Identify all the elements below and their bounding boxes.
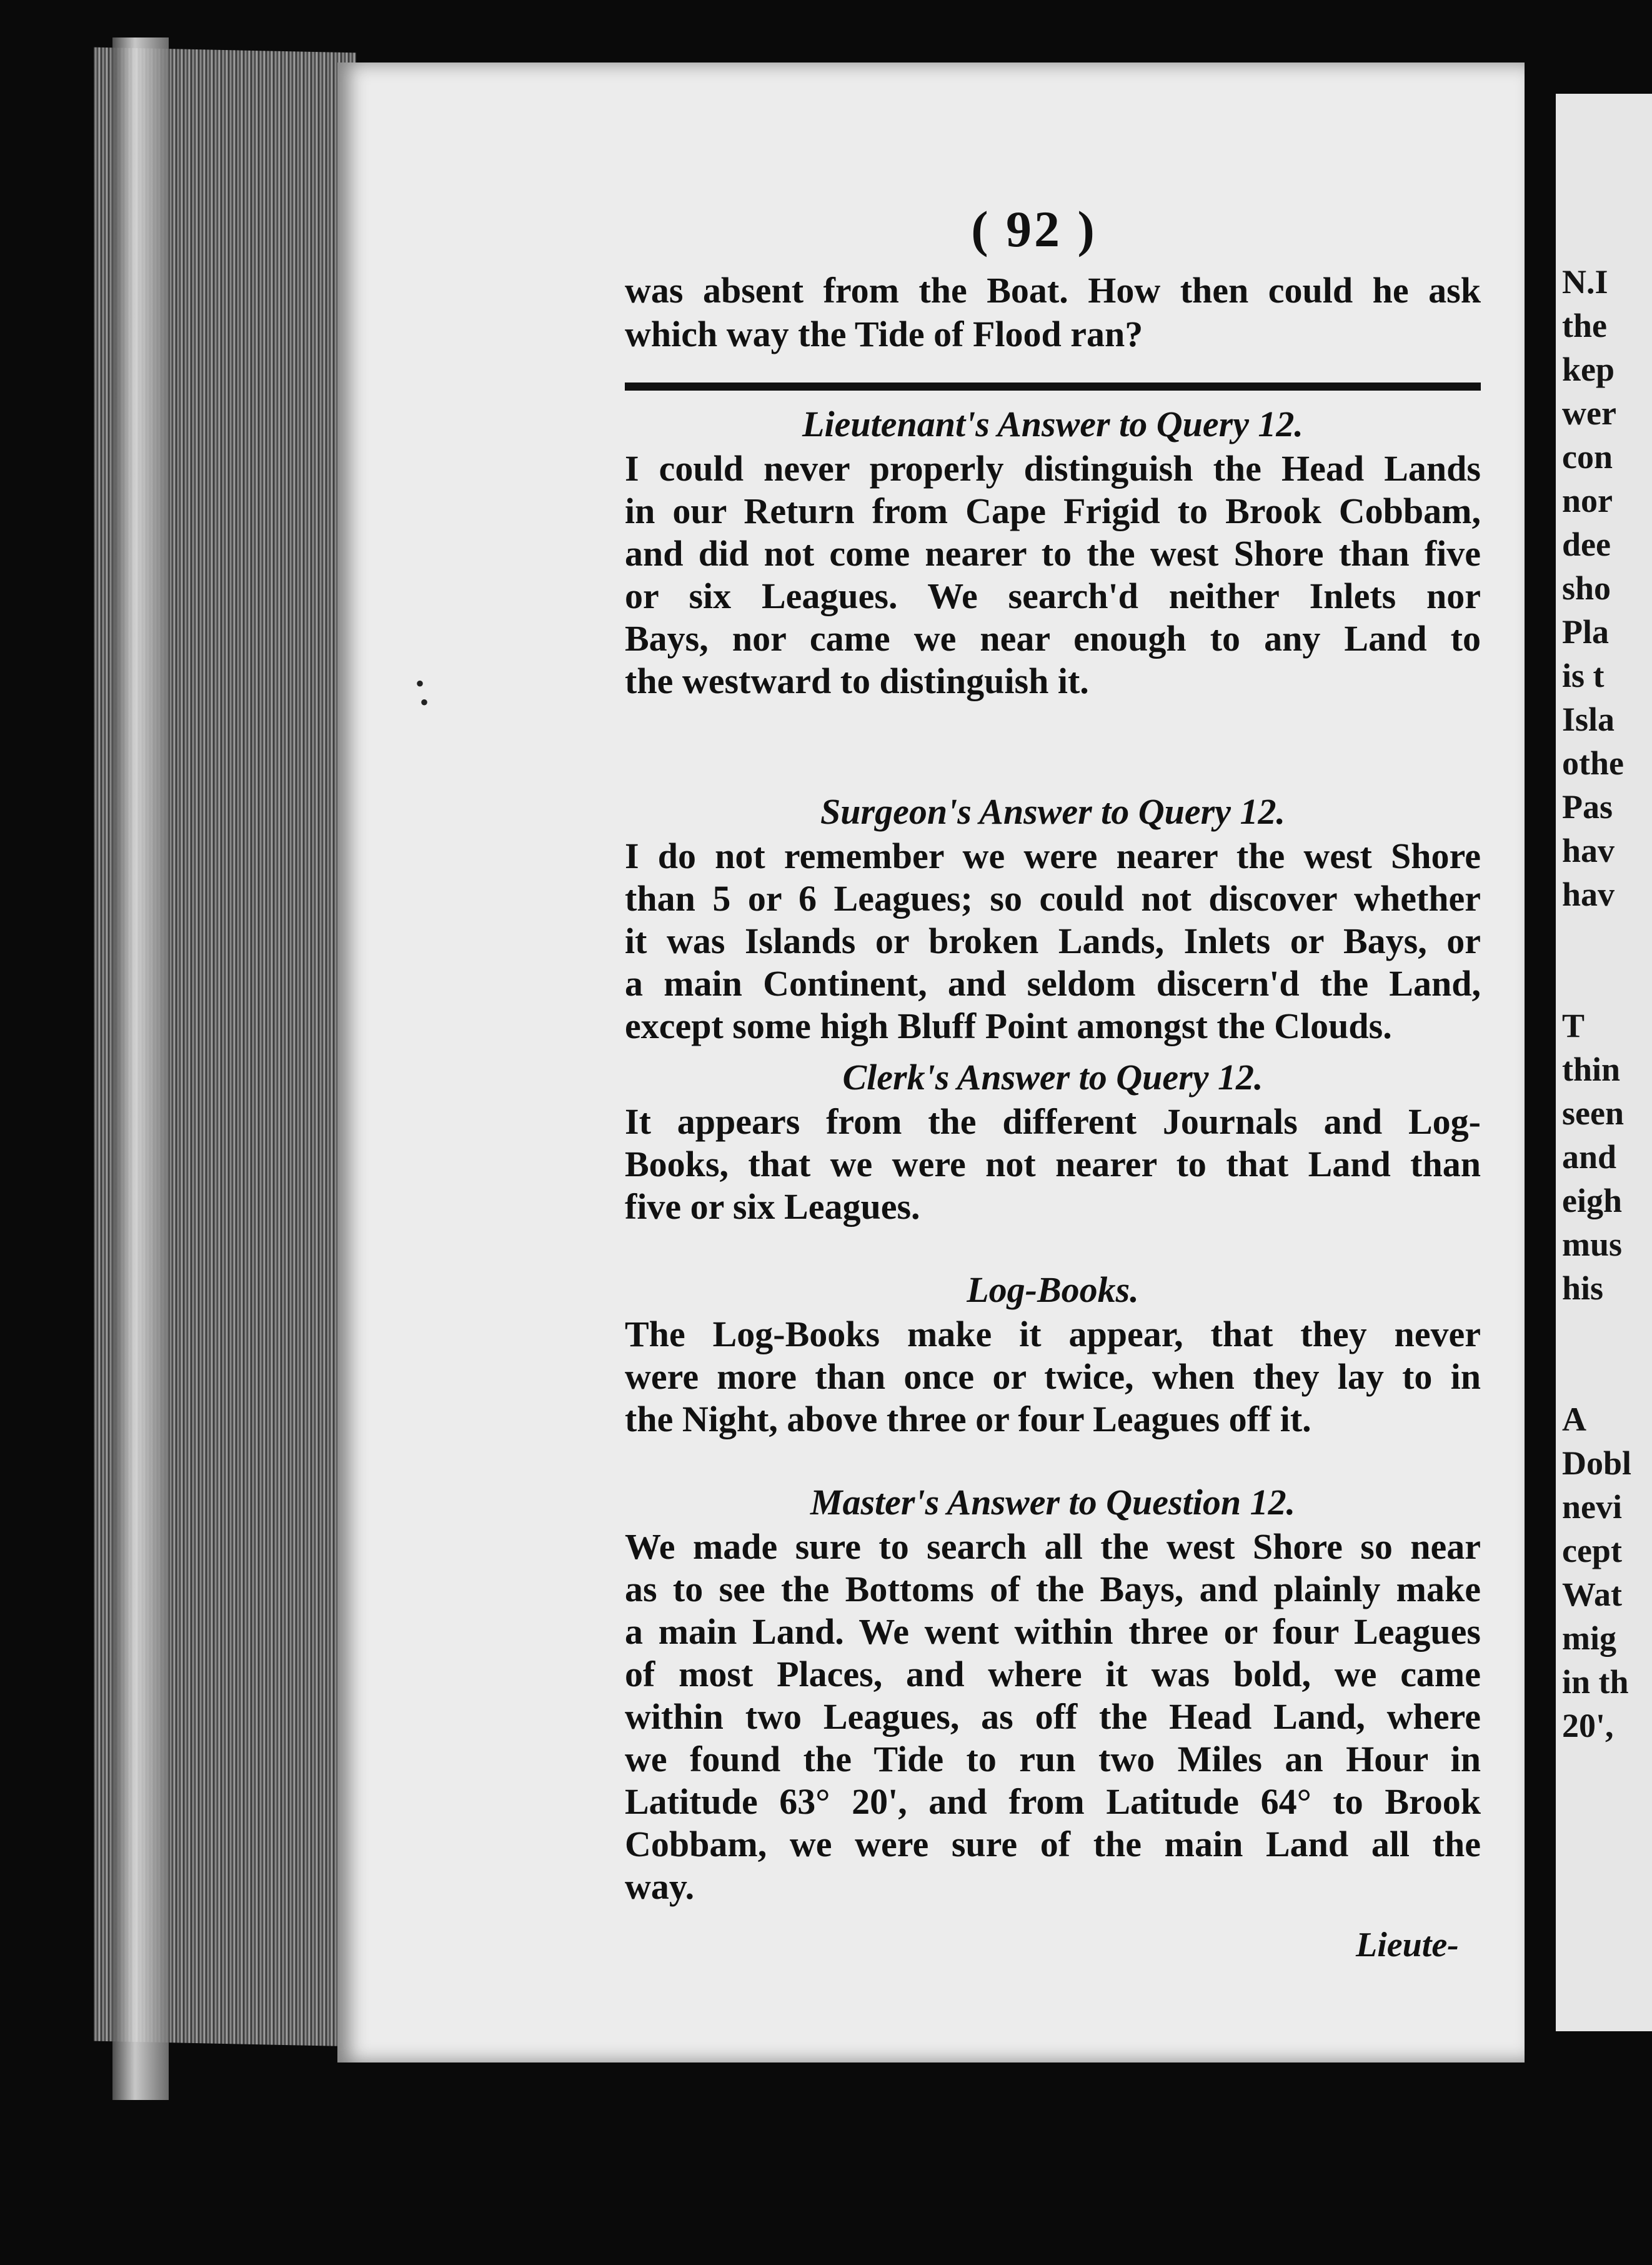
body-line: or six Leagues. We search'd neither Inlets nor xyxy=(625,576,1481,616)
page-number: ( 92 ) xyxy=(971,201,1097,258)
body-line: in our Return from Cape Frigid to Brook Cobbam, xyxy=(625,491,1481,531)
body-line: I could never properly distinguish the Head Lands xyxy=(625,448,1481,489)
facing-page-fragment: his xyxy=(1562,1269,1604,1307)
facing-page-fragment: eigh xyxy=(1562,1182,1623,1219)
body-line: I do not remember we were nearer the west Shore xyxy=(625,836,1481,876)
margin-mark: • xyxy=(420,688,429,716)
body-line: as to see the Bottoms of the Bays, and plainly make xyxy=(625,1569,1481,1609)
facing-page-fragment: sho xyxy=(1562,569,1611,607)
body-line: it was Islands or broken Lands, Inlets or Bays, or xyxy=(625,921,1481,961)
facing-page-fragment: and xyxy=(1562,1138,1617,1176)
facing-page-fragment: 20', xyxy=(1562,1707,1614,1744)
body-line: except some high Bluff Point amongst the Clouds. xyxy=(625,1006,1392,1046)
facing-page-fragment: dee xyxy=(1562,526,1611,563)
continuation-line: was absent from the Boat. How then could he ask xyxy=(625,270,1481,311)
margin-mark: • xyxy=(415,669,425,698)
facing-page xyxy=(1556,94,1652,2031)
facing-page-fragment: mig xyxy=(1562,1619,1616,1657)
facing-page-fragment: Wat xyxy=(1562,1576,1623,1613)
facing-page-fragment: kep xyxy=(1562,351,1615,388)
body-line: a main Continent, and seldom discern'd the Land, xyxy=(625,963,1481,1004)
body-line: We made sure to search all the west Shore so near xyxy=(625,1526,1481,1567)
body-line: the westward to distinguish it. xyxy=(625,661,1089,701)
section-rule xyxy=(625,382,1481,391)
facing-page-fragment: Pla xyxy=(1562,613,1609,651)
body-line: a main Land. We went within three or four Leagues xyxy=(625,1611,1481,1652)
body-line: Books, that we were not nearer to that Land than xyxy=(625,1144,1481,1184)
body-line: of most Places, and where it was bold, we came xyxy=(625,1654,1481,1694)
facing-page-fragment: nevi xyxy=(1562,1488,1623,1526)
book-edge-highlight xyxy=(112,38,169,2100)
facing-page-fragment: hav xyxy=(1562,876,1615,913)
catchword: Lieute- xyxy=(1356,1926,1459,1964)
facing-page-fragment: othe xyxy=(1562,744,1624,782)
section-heading: Log-Books. xyxy=(967,1269,1139,1310)
section-heading: Lieutenant's Answer to Query 12. xyxy=(802,404,1303,444)
body-line: It appears from the different Journals and Log- xyxy=(625,1101,1481,1142)
body-line: five or six Leagues. xyxy=(625,1186,920,1227)
body-line: within two Leagues, as off the Head Land, where xyxy=(625,1696,1481,1737)
body-line: Bays, nor came we near enough to any Land to xyxy=(625,618,1481,659)
facing-page-fragment: mus xyxy=(1562,1226,1623,1263)
body-line: way. xyxy=(625,1866,695,1907)
body-line: and did not come nearer to the west Shore than five xyxy=(625,533,1481,574)
body-line: we found the Tide to run two Miles an Hour in xyxy=(625,1739,1481,1779)
facing-page-fragment: Dobl xyxy=(1562,1444,1632,1482)
facing-page-fragment: T xyxy=(1562,1007,1585,1044)
facing-page-fragment: hav xyxy=(1562,832,1615,869)
continuation-line: which way the Tide of Flood ran? xyxy=(625,314,1143,354)
facing-page-fragment: in th xyxy=(1562,1663,1629,1701)
facing-page-fragment: is t xyxy=(1562,657,1605,694)
body-line: Cobbam, we were sure of the main Land all the xyxy=(625,1824,1481,1864)
facing-page-fragment: A xyxy=(1562,1401,1586,1438)
facing-page-fragment: thin xyxy=(1562,1051,1621,1088)
facing-page-fragment: Isla xyxy=(1562,701,1615,738)
facing-page-fragment: wer xyxy=(1562,394,1616,432)
facing-page-fragment: cept xyxy=(1562,1532,1622,1569)
facing-page-fragment: nor xyxy=(1562,482,1613,519)
section-heading: Master's Answer to Question 12. xyxy=(810,1482,1296,1522)
section-heading: Clerk's Answer to Query 12. xyxy=(842,1057,1263,1098)
section-heading: Surgeon's Answer to Query 12. xyxy=(820,791,1285,832)
facing-page-fragment: seen xyxy=(1562,1094,1624,1132)
body-line: The Log-Books make it appear, that they never xyxy=(625,1314,1481,1354)
facing-page-fragment: Pas xyxy=(1562,788,1613,826)
facing-page-fragment: con xyxy=(1562,438,1613,476)
body-line: Latitude 63° 20', and from Latitude 64° to Brook xyxy=(625,1781,1481,1822)
body-line: were more than once or twice, when they lay to in xyxy=(625,1356,1481,1397)
body-line: than 5 or 6 Leagues; so could not discover whether xyxy=(625,878,1481,919)
body-line: the Night, above three or four Leagues off it. xyxy=(625,1399,1311,1439)
facing-page-fragment: the xyxy=(1562,307,1607,344)
facing-page-fragment: N.I xyxy=(1562,263,1608,301)
